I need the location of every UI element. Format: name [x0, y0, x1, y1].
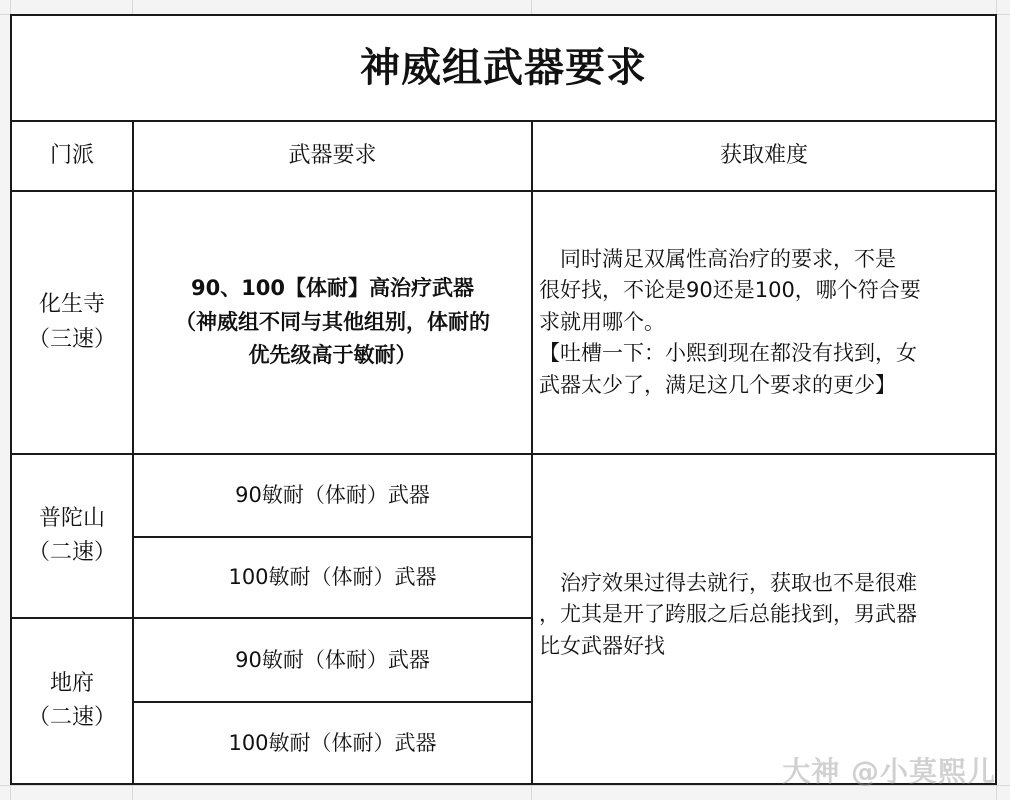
sect-speed: （二速）: [27, 705, 116, 730]
difficulty-line: 同时满足双属性高治疗的要求，不是: [560, 246, 896, 271]
requirement-line: （神威组不同与其他组别，体耐的: [175, 309, 490, 334]
difficulty-line: 很好找，不论是90还是100，哪个符合要: [539, 278, 921, 303]
requirement-line: 90、100【体耐】高治疗武器: [190, 276, 475, 301]
difficulty-line: ，尤其是开了跨服之后总能找到，男武器: [539, 602, 917, 627]
requirement-cell-huasheng: [132, 190, 533, 455]
difficulty-line: 武器太少了，满足这几个要求的更少】: [539, 372, 896, 397]
difficulty-line: 求就用哪个。: [539, 309, 665, 334]
difficulty-cell-shared: [531, 453, 997, 785]
sect-speed: （三速）: [27, 326, 116, 352]
header-difficulty: 获取难度: [531, 120, 997, 192]
difficulty-cell-huasheng: [531, 190, 997, 455]
header-requirement: 武器要求: [132, 120, 533, 192]
sect-cell-putuo: [10, 453, 134, 619]
sect-name: 化生寺: [38, 292, 105, 318]
requirement-cell-putuo-100: 100敏耐（体耐）武器: [132, 536, 533, 619]
difficulty-line: 【吐槽一下：小熙到现在都没有找到，女: [539, 341, 917, 366]
header-sect: 门派: [10, 120, 134, 192]
requirement-cell-difu-100: 100敏耐（体耐）武器: [132, 701, 533, 785]
difficulty-line: 治疗效果过得去就行，获取也不是很难: [560, 570, 917, 595]
sect-name: 普陀山: [38, 505, 105, 531]
table-title: 神威组武器要求: [10, 14, 997, 122]
sect-name: 地府: [49, 670, 94, 696]
sect-speed: （二速）: [27, 540, 116, 565]
requirement-line: 优先级高于敏耐）: [248, 343, 417, 368]
requirement-cell-putuo-90: 90敏耐（体耐）武器: [132, 453, 533, 538]
sect-cell-huasheng: [10, 190, 134, 455]
sect-cell-difu: [10, 617, 134, 785]
watermark: 大神 @小莫熙儿: [782, 755, 996, 788]
difficulty-line: 比女武器好找: [539, 633, 665, 658]
requirement-cell-difu-90: 90敏耐（体耐）武器: [132, 617, 533, 703]
